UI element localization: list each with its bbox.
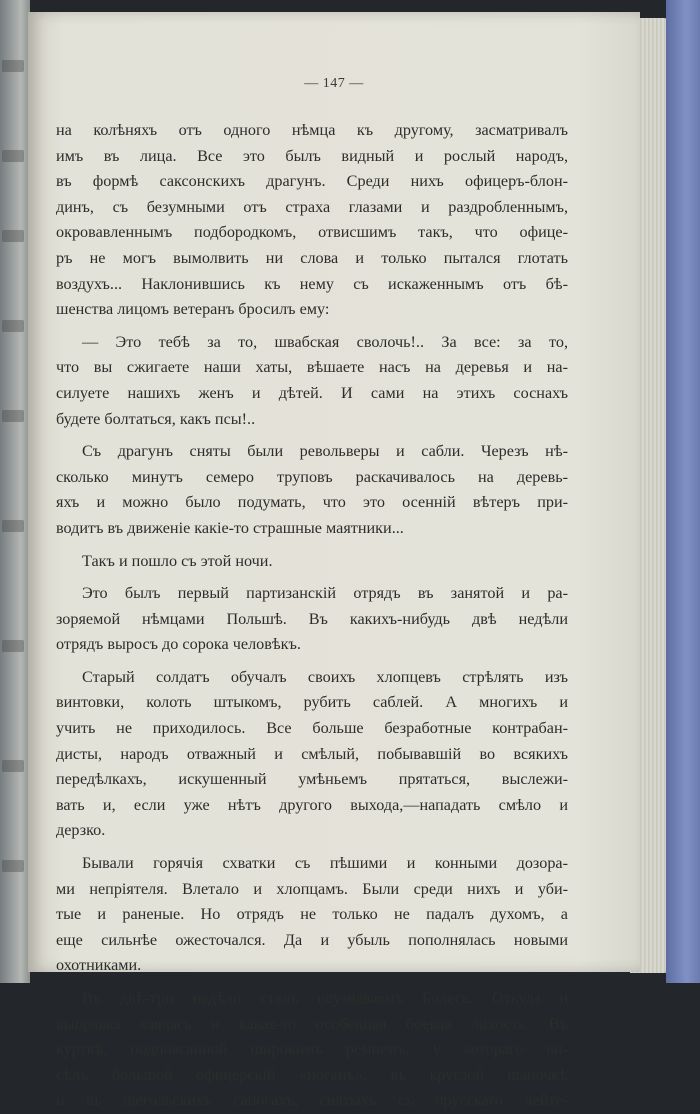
text-line: зоряемой нѣмцами Польшѣ. Въ какихъ-нибудь двѣ недѣли [56,609,568,628]
paragraph-gap [56,323,568,330]
left-page-text-fragment [2,230,24,242]
text-line: дисты, народъ отважный и смѣлый, побывавшій во всякихъ [56,744,568,763]
text-line: окровавленнымъ подбородкомъ, отвисшимъ такъ, что офице- [56,223,568,242]
left-page-text-fragment [2,60,24,72]
text-line: шенства лицомъ ветеранъ бросилъ ему: [56,300,330,319]
text-line: Въ двѣ-три недѣли сталъ неузнаваемъ Болесь. Откуда и [82,989,568,1007]
text-line: что вы сжигаете наши хаты, вѣшаете насъ на деревья и на- [56,358,568,377]
text-line: Бывали горячія схватки съ пѣшими и конными дозора- [82,854,568,873]
text-line: охотниками. [56,956,142,975]
text-line: яхъ и можно было подумать, что это осенній вѣтеръ при- [56,493,568,512]
text-line: имъ въ лица. Все это былъ видный и рослый народъ, [56,146,568,165]
text-line: — Это тебѣ за то, швабская сволочь!.. За все: за то, [82,332,568,351]
text-line: Такъ и пошло съ этой ночи. [82,551,273,570]
text-line: сколько минутъ семеро труповъ раскачивалось на деревь- [56,467,568,486]
text-line: учить не приходилось. Все больше безработные контрабан- [56,719,568,738]
text-line: ръ не могъ вымолвить ни слова и только пытался глотать [56,248,568,267]
text-line: передѣлкахъ, искушенный умѣньемъ прятаться, выслежи- [56,770,568,789]
text-line: воздухъ... Наклонившись къ нему съ искаженнымъ отъ бѣ- [56,274,568,293]
text-line: еще сильнѣе ожесточался. Да и убыль пополнялась новыми [56,930,568,949]
text-line: сѣлъ большой офицерскій «ноганъ», въ круглой шапочкѣ [56,1065,568,1084]
body-text [56,118,568,1114]
paragraph-gap [56,574,568,581]
left-page-text-fragment [2,410,24,422]
text-line: будете болтаться, какъ псы!.. [56,409,256,428]
background-cloth [666,0,700,983]
text-line: винтовки, колоть штыкомъ, рубить саблей. А многихъ и [56,693,568,712]
paragraph-gap [56,542,568,549]
text-line: курткѣ, подпоясанной широкимъ ремнемъ, у котораго ви- [56,1040,568,1059]
text-line: динъ, съ безумными отъ страха глазами и раздробленнымъ, [56,197,568,216]
paragraph-gap [56,844,568,851]
text-line: силуете нашихъ женъ и дѣтей. И сами на этихъ соснахъ [56,383,568,402]
text-line: на колѣняхъ отъ одного нѣмца къ другому, засматривалъ [56,121,568,139]
page-number: — 147 — [304,76,364,91]
text-line: вать и, если уже нѣтъ другого выхода,—нападать смѣло и [56,795,568,814]
book-page [28,12,640,1110]
paragraph-gap [56,432,568,439]
adjacent-left-page [0,0,30,983]
text-line: Съ драгунъ сняты были револьверы и сабли. Черезъ нѣ- [82,442,568,461]
text-line: ми непріятеля. Влетало и хлопцамъ. Были среди нихъ и уби- [56,879,568,898]
left-page-text-fragment [2,150,24,162]
text-line: дерзко. [56,821,106,840]
text-line: выправка взялась и какая-то особенная боевая лихость. Въ [56,1014,568,1033]
left-page-text-fragment [2,640,24,652]
left-page-text-fragment [2,760,24,772]
text-line: въ формѣ саксонскихъ драгунъ. Среди нихъ офицеръ-блон- [56,172,568,191]
text-line: водитъ въ движеніе какіе-то страшные маятники... [56,518,404,537]
text-line: отрядъ выросъ до сорока человѣкъ. [56,635,301,654]
text-line: и въ щегольскихъ сапогахъ, снятыхъ съ прусскаго лейте- [56,1091,568,1110]
left-page-text-fragment [2,520,24,532]
left-page-text-fragment [2,860,24,872]
text-line: Это былъ первый партизанскій отрядъ въ занятой и ра- [82,584,568,603]
paragraph-gap [56,658,568,665]
left-page-text-fragment [2,320,24,332]
text-line: тые и раненые. Но отрядъ не только не падалъ духомъ, а [56,905,568,924]
text-line: Старый солдатъ обучалъ своихъ хлопцевъ стрѣлять изъ [82,667,568,686]
